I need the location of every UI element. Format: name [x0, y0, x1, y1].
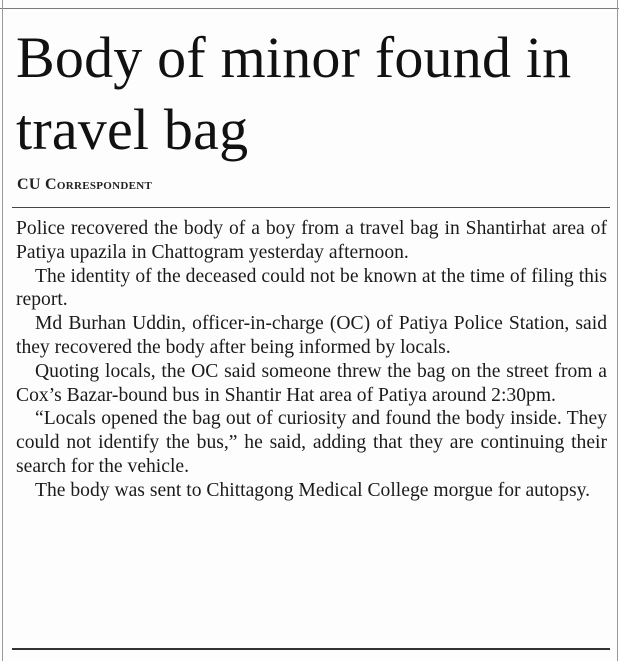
article-paragraph: “Locals opened the bag out of curiosity and found the body inside. They could not identify the bus,” he said, adding that they are continuing their search for the vehicle.: [16, 408, 607, 477]
bottom-rule: [12, 648, 610, 650]
article-paragraph: Md Burhan Uddin, officer-in-charge (OC) of Patiya Police Station, said they recovered the body after being informed by locals.: [16, 313, 607, 358]
article-paragraph: Police recovered the body of a boy from a travel bag in Shantirhat area of Patiya upazila in Chattogram yesterday afternoon.: [16, 218, 607, 263]
article-body: [16, 217, 607, 503]
left-rule: [2, 0, 3, 661]
article-byline: CU Correspondent: [17, 176, 153, 193]
article-paragraph: The body was sent to Chittagong Medical College morgue for autopsy.: [35, 479, 591, 501]
right-rule: [617, 0, 618, 661]
article-headline: Body of minor found in travel bag: [16, 25, 572, 162]
article-paragraph: Quoting locals, the OC said someone threw the bag on the street from a Cox’s Bazar-bound bus in Shantir Hat area of Patiya around 2:30pm.: [16, 360, 607, 406]
article-paragraph: The identity of the deceased could not be known at the time of filing this report.: [16, 265, 607, 311]
byline-divider: [12, 207, 610, 208]
top-rule: [0, 8, 619, 9]
